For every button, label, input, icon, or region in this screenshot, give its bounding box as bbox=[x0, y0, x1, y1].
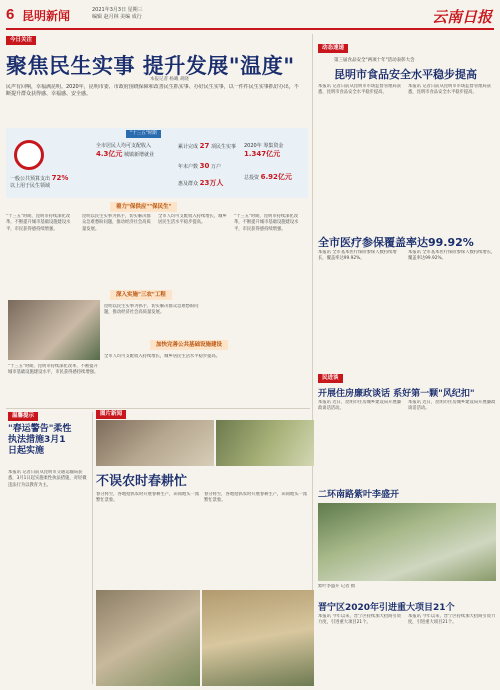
right-body-1b: 本报讯 记者日前从昆明市市场监督管理局获悉，昆明市食品安全水平稳步提高。 bbox=[408, 84, 492, 96]
lead-col-4: "十三五"时期，昆明市持续深化改革，不断提升城市基础设施建设水平，市民获得感持续增强。 bbox=[234, 214, 299, 232]
right-headline-4: 二环南路紫叶李盛开 bbox=[318, 490, 400, 500]
stat-households: 年末户数 30 万户 bbox=[178, 162, 221, 170]
lead-subhead-2: 深入实施"三农"工程 bbox=[110, 290, 172, 300]
lead-col-1: "十三五"时期，昆明市持续深化改革，不断提升城市基础设施建设水平，市民获得感持续增强。 bbox=[6, 214, 71, 232]
right-body-1a: 本报讯 记者日前从昆明市市场监督管理局获悉，昆明市食品安全水平稳步提高。 bbox=[318, 84, 402, 96]
bottom-middle-tag: 图片新闻 bbox=[96, 410, 126, 419]
photo-caption: 紫叶李盛开 记者 摄 bbox=[318, 584, 356, 589]
right-headline-1: 昆明市食品安全水平稳步提高 bbox=[334, 68, 477, 81]
lead-col-7: "十三五"时期，昆明市持续深化改革，不断提升城市基础设施建设水平，市民获得感持续增强。 bbox=[8, 364, 99, 376]
stat-budget: 一般公共预算支出 72% 以上用于民生领域 bbox=[10, 174, 69, 189]
lead-headline: 聚焦民生实事 提升发展"温度" bbox=[6, 54, 295, 78]
bottom-middle-body-a: 春分将至，各地抢抓农时开展春耕生产，田间地头一派繁忙景象。 bbox=[96, 492, 200, 504]
stat-investment: 总投资 6.92亿元 bbox=[244, 173, 292, 181]
lead-col-2: 昆明以民生实事为抓手，切实解决群众急难愁盼问题，推动经济社会高质量发展。 bbox=[82, 214, 151, 232]
right-section-tag: 动态速递 bbox=[318, 44, 348, 53]
stat-ring-icon bbox=[14, 140, 44, 170]
bottom-divider bbox=[92, 412, 93, 684]
bottom-left-tag: 温馨提示 bbox=[8, 412, 38, 421]
bottom-left-headline: "春运警告"柔性执法措施3月1日起实施 bbox=[8, 424, 72, 456]
lead-lede: 民声有回响，幸福满昆明。2020年，昆明市委、市政府围绕保障和改善民生抓实事、办好民生实事，以一件件民生实事抓好办出，不断提升群众获得感、幸福感、安全感。 bbox=[6, 84, 299, 97]
lead-subhead-3: 加快完善公共基础设施建设 bbox=[150, 340, 228, 350]
plum-blossom-photo bbox=[318, 503, 496, 581]
section-divider bbox=[6, 408, 310, 409]
farming-photo-3 bbox=[96, 590, 200, 686]
farming-photo-2 bbox=[216, 420, 314, 466]
right-kicker: 第三届食品安全"两项十年"活动表彰大会 bbox=[334, 58, 415, 63]
lead-col-3: 全市人均可支配收入持续增长，城乡居民生活水平稳步提高。 bbox=[158, 214, 227, 226]
lead-photo bbox=[8, 300, 100, 360]
farming-photo-4 bbox=[202, 590, 314, 686]
right-body-3b: 本报讯 近日，昆明市住房城乡建设局开展廉政谈话活动。 bbox=[408, 400, 496, 412]
stat-beneficiaries: 惠及群众 23万人 bbox=[178, 179, 224, 187]
right-body-3a: 本报讯 近日，昆明市住房城乡建设局开展廉政谈话活动。 bbox=[318, 400, 402, 412]
stat-income: 全市居民人均可支配收入 4.3亿元 城镇新增就业 bbox=[96, 143, 155, 158]
lead-col-6: 全市人均可支配收入持续增长，城乡居民生活水平稳步提高。 bbox=[104, 354, 221, 359]
right-headline-5: 晋宁区2020年引进重大项目21个 bbox=[318, 603, 455, 613]
right-headline-2: 全市医疗参保覆盖率达99.92% bbox=[318, 236, 474, 249]
bottom-middle-headline: 不误农时春耕忙 bbox=[96, 474, 188, 489]
dateline: 2021年3月3日 星期三 编辑 赵月林 美编 成行 bbox=[92, 7, 143, 20]
stat-2020-funds: 2020年 筹集资金 1.347亿元 bbox=[244, 143, 284, 158]
page-number: 6 bbox=[6, 6, 15, 23]
right-body-5b: 本报讯 今年以来，晋宁区持续加大招商引资力度，引进重大项目21个。 bbox=[408, 614, 496, 626]
bottom-middle-body-b: 春分将至，各地抢抓农时开展春耕生产，田间地头一派繁忙景象。 bbox=[204, 492, 308, 504]
lead-subhead-1: 着力"保供应""保民生" bbox=[110, 202, 177, 212]
column-divider bbox=[312, 34, 313, 684]
lead-byline: 本报记者 杨曦 胡晓 bbox=[150, 77, 189, 82]
farming-photo-1 bbox=[96, 420, 214, 466]
infographic-title: "十三五"时期 bbox=[126, 130, 161, 138]
right-headline-3: 开展住房廉政谈话 系好第一颗"风纪扣" bbox=[318, 389, 475, 399]
newspaper-logo: 云南日报 bbox=[431, 8, 492, 26]
lead-section-tag: 今日关注 bbox=[6, 36, 36, 45]
right-body-2b: 本报讯 全市基本医疗保险参保人数持续增长，覆盖率达99.92%。 bbox=[408, 250, 496, 262]
stats-infographic bbox=[6, 128, 308, 198]
right-body-2a: 本报讯 全市基本医疗保险参保人数持续增长，覆盖率达99.92%。 bbox=[318, 250, 397, 262]
bottom-left-body: 本报讯 记者日前从昆明市交通运输局获悉，3月1日起实施柔性执法措施，对轻微违法行为以教育为主。 bbox=[8, 470, 87, 488]
right-section-tag-2: 民进谈 bbox=[318, 374, 343, 383]
right-body-5a: 本报讯 今年以来，晋宁区持续加大招商引资力度，引进重大项目21个。 bbox=[318, 614, 402, 626]
stat-projects: 累计完成 27 项民生实事 bbox=[178, 142, 236, 150]
lead-col-5: 昆明以民生实事为抓手，切实解决群众急难愁盼问题，推动经济社会高质量发展。 bbox=[104, 304, 199, 316]
section-title: 昆明新闻 bbox=[22, 9, 71, 23]
masthead bbox=[6, 4, 494, 30]
